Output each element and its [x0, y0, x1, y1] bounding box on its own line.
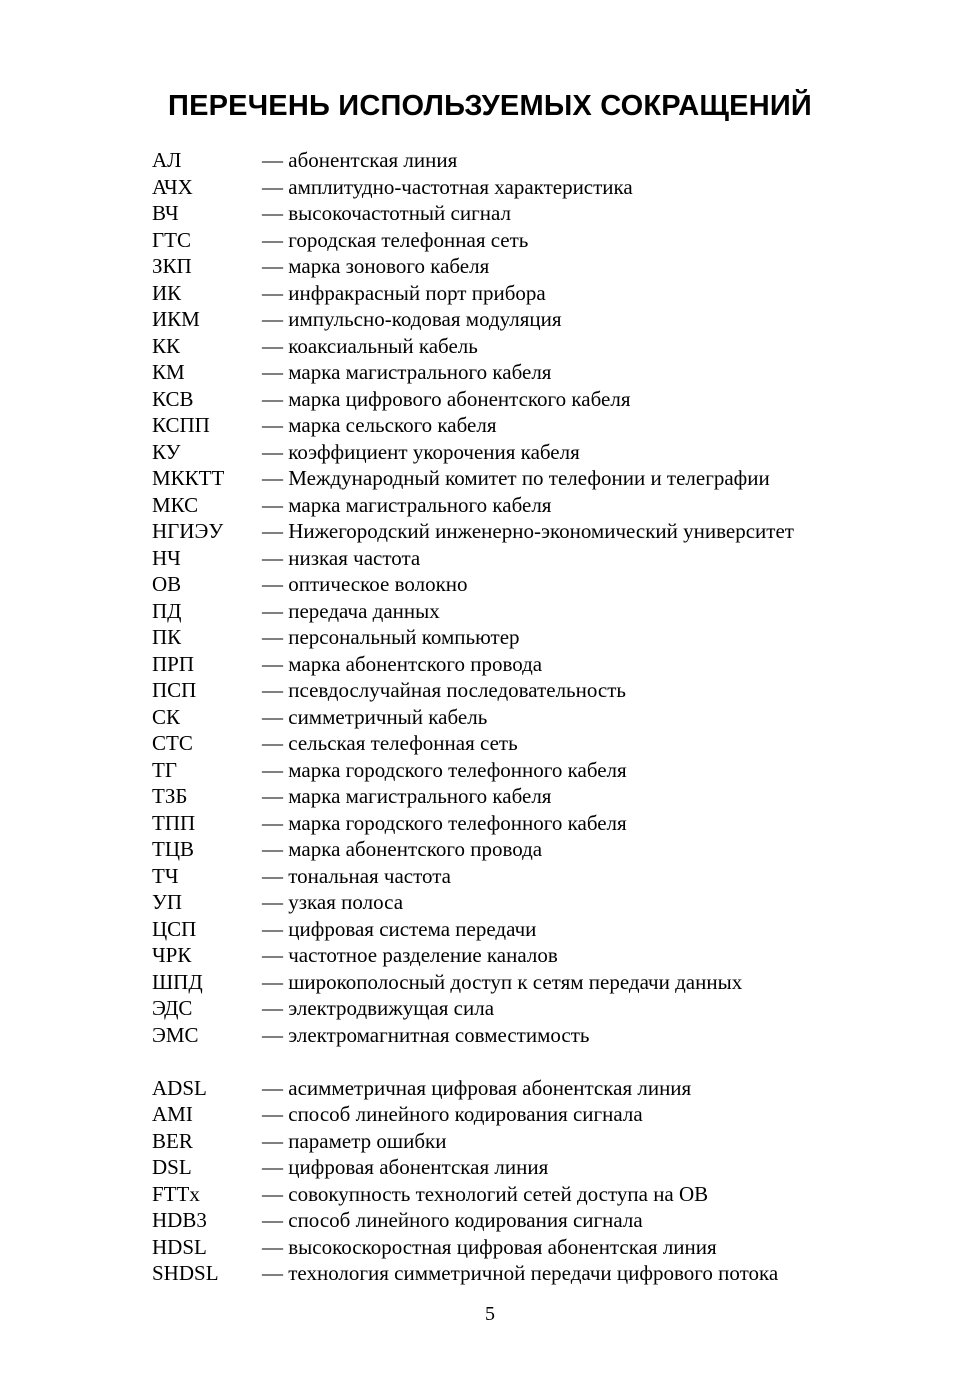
- abbreviation-row: [152, 677, 952, 704]
- abbreviation-term: ИКМ: [152, 307, 200, 331]
- abbreviation-term: ЧРК: [152, 943, 192, 967]
- abbreviation-definition: — абонентская линия: [262, 148, 458, 172]
- abbreviation-term: DSL: [152, 1155, 192, 1179]
- abbreviation-row: [152, 492, 952, 519]
- abbreviation-term: ПД: [152, 598, 182, 623]
- abbreviation-term: УП: [152, 890, 183, 914]
- abbreviation-definition: — совокупность технологий сетей доступа на ОВ: [262, 1181, 709, 1206]
- abbreviation-definition: — электромагнитная совместимость: [262, 1022, 590, 1047]
- abbreviation-term: ГТС: [152, 227, 191, 252]
- abbreviation-term: ADSL: [152, 1075, 207, 1100]
- abbreviation-definition: — низкая частота: [262, 545, 421, 570]
- abbreviation-definition: — высокоскоростная цифровая абонентская линия: [262, 1234, 717, 1259]
- abbreviation-row: [152, 598, 952, 625]
- abbreviation-row: [152, 1234, 952, 1261]
- abbreviation-row: [152, 439, 952, 466]
- page-number: 5: [485, 1303, 495, 1325]
- abbreviation-term: ОВ: [152, 572, 182, 596]
- abbreviation-term: ТЧ: [152, 863, 179, 888]
- abbreviation-term: HDB3: [152, 1208, 207, 1232]
- abbreviation-definition: — Нижегородский инженерно-экономический университет: [262, 519, 794, 543]
- abbreviation-term: СТС: [152, 731, 193, 755]
- abbreviation-definition: — марка магистрального кабеля: [262, 492, 552, 517]
- page-title: ПЕРЕЧЕНЬ ИСПОЛЬЗУЕМЫХ СОКРАЩЕНИЙ: [168, 90, 812, 122]
- abbreviation-term: AMI: [152, 1102, 193, 1126]
- abbreviation-term: ВЧ: [152, 201, 179, 225]
- abbreviation-row: [152, 465, 952, 492]
- abbreviation-term: АЛ: [152, 148, 182, 172]
- abbreviation-term: BER: [152, 1128, 193, 1153]
- abbreviation-definition: — персональный компьютер: [262, 625, 520, 649]
- abbreviation-row: [152, 704, 952, 731]
- abbreviation-definition: — способ линейного кодирования сигнала: [262, 1208, 643, 1232]
- abbreviation-definition: — высокочастотный сигнал: [262, 201, 511, 225]
- abbreviation-term: КСПП: [152, 413, 210, 437]
- abbreviation-term: ЗКП: [152, 254, 192, 278]
- abbreviation-term: НГИЭУ: [152, 519, 224, 543]
- abbreviation-definition: — импульсно-кодовая модуляция: [262, 307, 562, 331]
- abbreviation-term: ТГ: [152, 757, 177, 782]
- abbreviation-term: КМ: [152, 360, 185, 384]
- abbreviation-definition: — марка сельского кабеля: [262, 413, 497, 437]
- abbreviation-term: ПСП: [152, 678, 197, 702]
- abbreviation-definition: — марка зонового кабеля: [262, 254, 490, 278]
- abbreviation-term: ШПД: [152, 969, 203, 994]
- abbreviation-term: SHDSL: [152, 1261, 219, 1285]
- abbreviation-row: [152, 227, 952, 254]
- abbreviation-row: [152, 783, 952, 810]
- abbreviation-definition: — инфракрасный порт прибора: [262, 280, 546, 305]
- abbreviation-row: [152, 1128, 952, 1155]
- abbreviation-definition: — оптическое волокно: [262, 572, 468, 596]
- abbreviation-row: [152, 836, 952, 863]
- abbreviation-row: [152, 571, 952, 598]
- abbreviation-row: [152, 1181, 952, 1208]
- abbreviation-term: СК: [152, 704, 181, 729]
- abbreviation-row: [152, 995, 952, 1022]
- abbreviation-term: ТЦВ: [152, 837, 194, 861]
- abbreviation-definition: — электродвижущая сила: [262, 996, 495, 1020]
- abbreviation-row: [152, 810, 952, 837]
- abbreviation-term: ПК: [152, 625, 182, 649]
- abbreviation-definition: — технология симметричной передачи цифрового потока: [262, 1261, 779, 1285]
- abbreviation-row: [152, 730, 952, 757]
- group-separator: [152, 1048, 952, 1075]
- abbreviation-definition: — городская телефонная сеть: [262, 227, 529, 252]
- abbreviation-term: ТПП: [152, 810, 196, 835]
- abbreviation-row: [152, 412, 952, 439]
- abbreviation-definition: — марка цифрового абонентского кабеля: [262, 386, 631, 411]
- abbreviation-term: FTTx: [152, 1181, 200, 1206]
- abbreviation-definition: — параметр ошибки: [262, 1128, 447, 1153]
- abbreviation-row: [152, 1207, 952, 1234]
- abbreviation-term: ЭМС: [152, 1022, 199, 1047]
- abbreviation-term: ИК: [152, 280, 182, 305]
- abbreviation-row: [152, 1101, 952, 1128]
- abbreviation-row: [152, 200, 952, 227]
- abbreviation-row: [152, 624, 952, 651]
- abbreviation-definition: — марка абонентского провода: [262, 837, 543, 861]
- abbreviation-list: [152, 147, 952, 1287]
- abbreviation-row: [152, 306, 952, 333]
- abbreviation-row: [152, 545, 952, 572]
- abbreviation-definition: — цифровая система передачи: [262, 916, 537, 941]
- abbreviation-row: [152, 863, 952, 890]
- abbreviation-term: ЦСП: [152, 916, 197, 941]
- abbreviation-term: КК: [152, 333, 181, 358]
- abbreviation-row: [152, 1022, 952, 1049]
- abbreviation-definition: — амплитудно-частотная характеристика: [262, 174, 633, 199]
- abbreviation-row: [152, 889, 952, 916]
- abbreviation-row: [152, 518, 952, 545]
- abbreviation-term: МККТТ: [152, 466, 225, 490]
- abbreviation-definition: — псевдослучайная последовательность: [262, 678, 626, 702]
- abbreviation-row: [152, 253, 952, 280]
- abbreviation-row: [152, 942, 952, 969]
- abbreviation-definition: — коаксиальный кабель: [262, 333, 478, 358]
- abbreviation-row: [152, 757, 952, 784]
- abbreviation-definition: — марка городского телефонного кабеля: [262, 810, 627, 835]
- abbreviation-definition: — марка магистрального кабеля: [262, 784, 552, 808]
- abbreviation-definition: — марка абонентского провода: [262, 651, 543, 676]
- abbreviation-term: КСВ: [152, 386, 194, 411]
- abbreviation-row: [152, 280, 952, 307]
- abbreviation-term: ТЗБ: [152, 784, 188, 808]
- abbreviation-term: МКС: [152, 492, 199, 517]
- abbreviation-row: [152, 386, 952, 413]
- abbreviation-definition: — тональная частота: [262, 863, 451, 888]
- abbreviation-row: [152, 359, 952, 386]
- abbreviation-definition: — способ линейного кодирования сигнала: [262, 1102, 643, 1126]
- abbreviation-definition: — Международный комитет по телефонии и телеграфии: [262, 466, 770, 490]
- abbreviation-definition: — асимметричная цифровая абонентская линия: [262, 1075, 692, 1100]
- abbreviation-definition: — марка городского телефонного кабеля: [262, 757, 627, 782]
- abbreviation-definition: — коэффициент укорочения кабеля: [262, 439, 580, 464]
- abbreviation-definition: — передача данных: [262, 598, 440, 623]
- abbreviation-row: [152, 916, 952, 943]
- abbreviation-definition: — сельская телефонная сеть: [262, 731, 518, 755]
- abbreviation-term: HDSL: [152, 1234, 207, 1259]
- abbreviation-definition: — узкая полоса: [262, 890, 404, 914]
- abbreviation-row: [152, 333, 952, 360]
- abbreviation-term: ЭДС: [152, 996, 193, 1020]
- abbreviation-term: НЧ: [152, 545, 181, 570]
- abbreviation-row: [152, 969, 952, 996]
- abbreviation-definition: — широкополосный доступ к сетям передачи данных: [262, 969, 743, 994]
- abbreviation-definition: — цифровая абонентская линия: [262, 1155, 549, 1179]
- abbreviation-definition: — частотное разделение каналов: [262, 943, 558, 967]
- abbreviation-definition: — симметричный кабель: [262, 704, 488, 729]
- abbreviation-row: [152, 1154, 952, 1181]
- abbreviation-row: [152, 1075, 952, 1102]
- abbreviation-row: [152, 174, 952, 201]
- abbreviation-term: КУ: [152, 439, 181, 464]
- abbreviation-definition: — марка магистрального кабеля: [262, 360, 552, 384]
- abbreviation-row: [152, 1260, 952, 1287]
- abbreviation-row: [152, 651, 952, 678]
- abbreviation-term: АЧХ: [152, 174, 193, 199]
- abbreviation-row: [152, 147, 952, 174]
- abbreviation-term: ПРП: [152, 651, 195, 676]
